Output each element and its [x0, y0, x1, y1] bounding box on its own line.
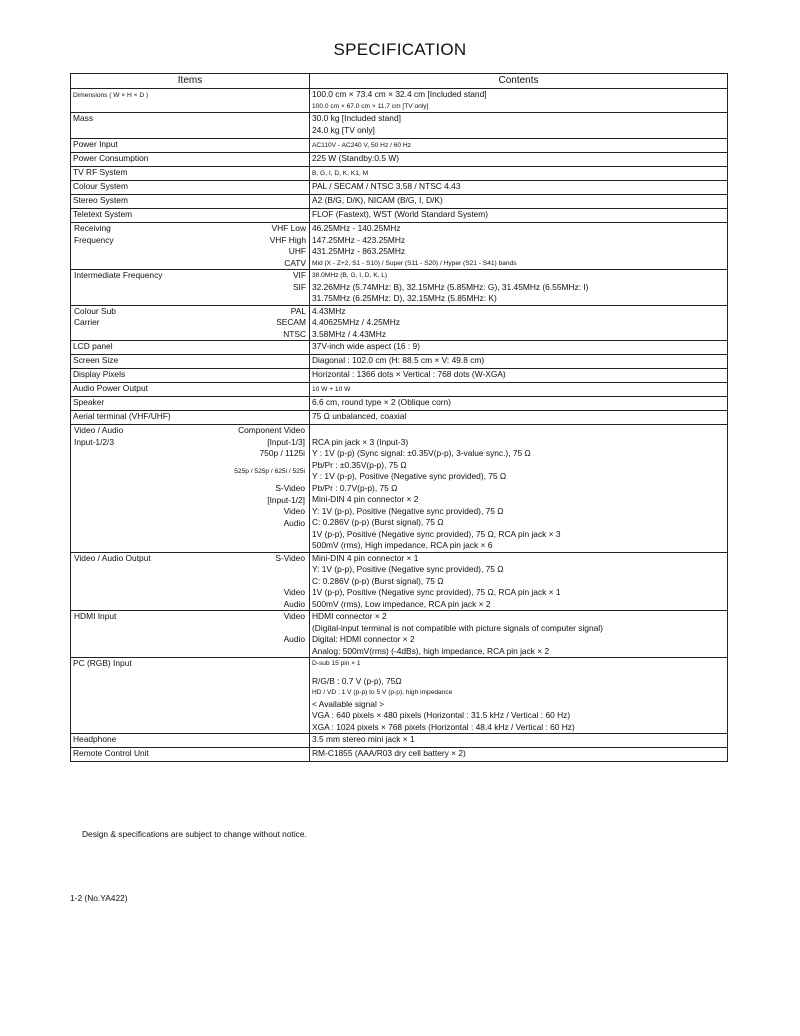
row-value: AC110V - AC240 V, 50 Hz / 60 Hz [310, 139, 728, 153]
row-label: Stereo System [71, 195, 310, 209]
row-value: 4.43MHz 4.40625MHz / 4.25MHz 3.58MHz / 4.43MHz [310, 305, 728, 341]
table-row [71, 89, 728, 113]
table-row [71, 748, 728, 762]
table-row [71, 411, 728, 425]
row-label: Colour Sub Carrier PAL SECAM NTSC [71, 305, 310, 341]
row-value: RM-C1855 (AAA/R03 dry cell battery × 2) [310, 748, 728, 762]
table-row [71, 139, 728, 153]
table-row [71, 734, 728, 748]
row-value: 30.0 kg [Included stand] 24.0 kg [TV only] [310, 113, 728, 139]
row-value: 6.6 cm, round type × 2 (Oblique corn) [310, 397, 728, 411]
specification-table [70, 73, 728, 762]
table-row [71, 153, 728, 167]
table-header [71, 74, 728, 89]
row-label: HDMI Input Video Audio [71, 611, 310, 658]
row-label: TV RF System [71, 167, 310, 181]
disclaimer-note: Design & specifications are subject to change without notice. [82, 829, 307, 839]
row-label: Aerial terminal (VHF/UHF) [71, 411, 310, 425]
row-value: RCA pin jack × 3 (Input-3) Y : 1V (p-p) (Sync signal: ±0.35V(p-p), 3-value sync.), 75 Ω Pb/Pr : ±0.35V(p-p), 75 Ω Y : 1V (p-p), Positive (Negative sync provided), 75 Ω Pb/Pr : 0.7V(p-p), 75 Ω Mini-DIN 4 pin connector × 2 Y: 1V (p-p), Positive (Negative sync provided), 75 Ω C: 0.286V (p-p) (Burst signal), 75 Ω 1V (p-p), Positive (Negative sync provided), 75 Ω, RCA pin jack × 3 500mV (rms), High impedance, RCA pin jack × 6 [310, 425, 728, 553]
row-label: Headphone [71, 734, 310, 748]
row-label: Dimensions ( W × H × D ) [71, 89, 310, 113]
row-label: Teletext System [71, 209, 310, 223]
row-label: Screen Size [71, 355, 310, 369]
table-row [71, 369, 728, 383]
table-row [71, 181, 728, 195]
row-label: Receiving Frequency VHF Low VHF High UHF CATV [71, 223, 310, 270]
table-row [71, 397, 728, 411]
row-value: 225 W (Standby:0.5 W) [310, 153, 728, 167]
table-row [71, 611, 728, 658]
table-row [71, 209, 728, 223]
row-value: PAL / SECAM / NTSC 3.58 / NTSC 4.43 [310, 181, 728, 195]
table-row [71, 341, 728, 355]
row-value: Horizontal : 1366 dots × Vertical : 768 dots (W-XGA) [310, 369, 728, 383]
row-value: 10 W + 10 W [310, 383, 728, 397]
row-value: HDMI connector × 2 (Digital-input terminal is not compatible with picture signals of computer signal) Digital: HDMI connector × 2 Analog: 500mV(rms) (-4dBs), high impedance, RCA pin jack × 2 [310, 611, 728, 658]
row-value: A2 (B/G, D/K), NICAM (B/G, I, D/K) [310, 195, 728, 209]
row-label: Speaker [71, 397, 310, 411]
row-label: Power Consumption [71, 153, 310, 167]
table-row [71, 305, 728, 341]
row-value: Diagonal : 102.0 cm (H: 88.5 cm × V: 49.8 cm) [310, 355, 728, 369]
row-label: Colour System [71, 181, 310, 195]
row-label: Mass [71, 113, 310, 139]
table-row [71, 223, 728, 270]
row-label: Remote Control Unit [71, 748, 310, 762]
row-label: LCD panel [71, 341, 310, 355]
row-value: B, G, I, D, K, K1, M [310, 167, 728, 181]
row-label: PC (RGB) Input [71, 658, 310, 734]
row-label: Video / Audio Input-1/2/3 Component Video [Input-1/3] 750p / 1125i 525p / 525p / 625i / 525i S-Video [Input-1/2] Video Audio [71, 425, 310, 553]
row-value: 37V-inch wide aspect (16 : 9) [310, 341, 728, 355]
header-contents: Contents [310, 74, 728, 89]
row-value: 38.0MHz (B, G, I, D, K, L) 32.26MHz (5.74MHz: B), 32.15MHz (5.85MHz: G), 31.45MHz (6.55MHz: I) 31.75MHz (6.25MHz: D), 32.15MHz (5.85MHz: K) [310, 270, 728, 306]
row-value: 3.5 mm stereo mini jack × 1 [310, 734, 728, 748]
row-value: D-sub 15 pin × 1 R/G/B : 0.7 V (p-p), 75Ω HD / VD : 1 V (p-p) to 5 V (p-p), high impedance < Available signal > VGA : 640 pixels × 480 pixels (Horizontal : 31.5 kHz / Vertical : 60 Hz) XGA : 1024 pixels × 768 pixels (Horizontal : 48.4 kHz / Vertical : 60 Hz) [310, 658, 728, 734]
table-row [71, 195, 728, 209]
table-row [71, 425, 728, 553]
row-label: Audio Power Output [71, 383, 310, 397]
page-title: SPECIFICATION [333, 40, 467, 59]
page-footer: 1-2 (No.YA422) [70, 893, 128, 903]
row-label: Power Input [71, 139, 310, 153]
row-value: 100.0 cm × 73.4 cm × 32.4 cm [Included stand] 100.0 cm × 67.0 cm × 11.7 cm [TV only] [310, 89, 728, 113]
row-value: 75 Ω unbalanced, coaxial [310, 411, 728, 425]
row-label: Video / Audio Output S-Video Video Audio [71, 552, 310, 611]
row-value: FLOF (Fastext), WST (World Standard System) [310, 209, 728, 223]
table-row [71, 658, 728, 734]
header-items: Items [71, 74, 310, 89]
row-label: Intermediate Frequency VIF SIF [71, 270, 310, 306]
table-row [71, 167, 728, 181]
table-row [71, 552, 728, 611]
table-row [71, 383, 728, 397]
row-value: Mini-DIN 4 pin connector × 1 Y: 1V (p-p), Positive (Negative sync provided), 75 Ω C: 0.286V (p-p) (Burst signal), 75 Ω 1V (p-p), Positive (Negative sync provided), 75 Ω, RCA pin jack × 1 500mV (rms), Low impedance, RCA pin jack × 2 [310, 552, 728, 611]
row-value: 46.25MHz - 140.25MHz 147.25MHz - 423.25MHz 431.25MHz - 863.25MHz Mid (X - Z+2, S1 - S10) / Super (S11 - S20) / Hyper (S21 - S41) bands [310, 223, 728, 270]
table-row [71, 270, 728, 306]
row-label: Display Pixels [71, 369, 310, 383]
table-row [71, 113, 728, 139]
table-row [71, 355, 728, 369]
